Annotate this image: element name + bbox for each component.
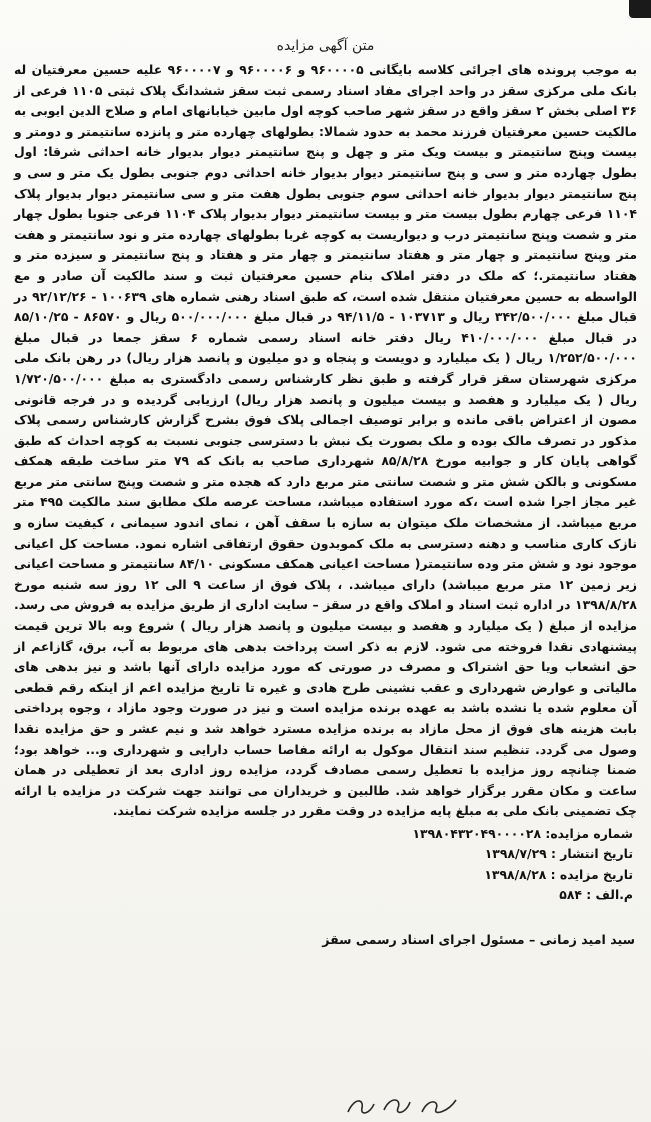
notice-body [14, 60, 637, 822]
auction-date: تاریخ مزایده : ۱۳۹۸/۸/۲۸ [484, 866, 633, 882]
notice-title: متن آگهی مزایده [276, 38, 375, 54]
publish-date: تاریخ انتشار : ۱۳۹۸/۷/۲۹ [484, 846, 633, 862]
auction-number: شماره مزایده: ۱۳۹۸۰۴۳۲۰۴۹۰۰۰۰۲۸ [412, 825, 633, 841]
corner-mark [629, 0, 651, 18]
reference-code: م.الف : ۵۸۴ [559, 887, 633, 903]
handwritten-signature [340, 1090, 480, 1118]
notice-meta [14, 824, 637, 906]
signatory: سید امید زمانی – مسئول اجرای اسناد رسمی سقز [322, 931, 635, 947]
notice-paragraph: به موجب پرونده های اجرائی کلاسه بایگانی ۹۶۰۰۰۰۵ و ۹۶۰۰۰۰۶ و ۹۶۰۰۰۰۷ علیه حسین معرفتیان له بانک ملی مرکزی سقز در واحد اجرای مفاد اسناد رسمی ثبت سقز ششدانگ پلاک ثبتی ۱۱۰۵ فرعی از ۳۶ اصلی بخش ۲ سقز واقع در سقز شهر صاحب کوچه اول مابین خیابانهای امام و صلاح الدین ایوبی به مالکیت حسین معرفتیان فرزند محمد به حدود شمالا: بطولهای چهارده متر و پانزده سانتیمتر و دومتر و بیست وپنج سانتیمتر و بیست ویک متر و چهل و پنج سانتیمتر دیوار بدیوار خانه احداثی شرقا: اول بطول چهارده متر و سی و پنج سانتیمتر دیوار بدیوار خانه احداثی دوم جنوبی بطول یک متر و سی و پنج سانتیمتر دیوار بدیوار خانه احداثی سوم جنوبی بطول هفت متر و سی سانتیمتر دیوار بدیوار پلاک ۱۱۰۴ فرعی چهارم بطول بیست متر و بیست سانتیمتر دیوار بدیوار پلاک ۱۱۰۴ فرعی جنوبا بطول چهار متر و شصت وپنج سانتیمتر درب و دیواریست به کوچه غربا بطولهای چهارده متر و نود سانتیمتر و هفت متر وپنج سانتیمتر و چهار متر و هفتاد سانتیمتر و چهار متر و هفتاد و پنج سانتیمتر و سیزده متر و هفتاد سانتیمتر.؛ که ملک در دفتر املاک بنام حسین معرفتیان ثبت و سند مالکیت آن صادر و مع الواسطه به حسین معرفتیان منتقل شده است، که طبق اسناد رهنی شماره های ۱۰۰۶۳۹ - ۹۲/۱۲/۲۶ در قبال مبلغ ۳۴۲/۵۰۰/۰۰۰ ریال و ۱۰۳۷۱۳ - ۹۴/۱۱/۵ در قبال مبلغ ۵۰۰/۰۰۰/۰۰۰ ریال و ۸۶۵۷۰ - ۸۵/۱۰/۲۵ در قبال مبلغ ۴۱۰/۰۰۰/۰۰۰ ریال دفتر خانه اسناد رسمی شماره ۶ سقز جمعا در قبال مبلغ ۱/۲۵۲/۵۰۰/۰۰۰ ریال ( یک میلیارد و دویست و پنجاه و دو میلیون و پانصد هزار ریال) در رهن بانک ملی مرکزی شهرستان سقز قرار گرفته و طبق نظر کارشناس رسمی دادگستری به مبلغ ۱/۷۲۰/۵۰۰/۰۰۰ ریال ( یک میلیارد و هفصد و بیست میلیون و پانصد هزار ریال) ارزیابی گردیده و در فرجه قانونی مصون از اعتراض باقی مانده و برابر توصیف اجمالی پلاک فوق بشرح گزارش کارشناس رسمی پلاک مذکور در تصرف مالک بوده و ملک بصورت یک نبش با دسترسی جنوبی نسبت به کوچه احداث که طبق گواهی پایان کار و جوابیه مورخ ۸۵/۸/۲۸ شهرداری صاحب به بانک که ۷۹ متر ساخت طبقه همکف مسکونی و بالکن شش متر و شصت سانتی متر مربع دارد که هجده متر و شصت وپنج سانتی متر مربع غیر مجاز اجرا شده است ،که مورد استفاده میباشد، مساحت عرصه ملک مطابق سند مالکیت ۴۹۵ متر مربع میباشد. از مشخصات ملک میتوان به سازه با سقف آهن ، نمای اندود سیمانی ، کیفیت سازه و نازک کاری مناسب و دهنه دسترسی به ملک کموبدون حقوق ارتفاقی اشاره نمود. مساحت کل اعیانی موجود نود و شش متر وده سانتیمتر( مساحت اعیانی همکف مسکونی ۸۴/۱۰ سانتیمتر و مساحت اعیانی زیر زمین ۱۲ متر مربع میباشد) دارای میباشد. ، پلاک فوق از ساعت ۹ الی ۱۲ روز سه شنبه مورخ ۱۳۹۸/۸/۲۸ در اداره ثبت اسناد و املاک واقع در سقز – سایت اداری از طریق مزایده به فروش می رسد. مزایده از مبلغ ( یک میلیارد و هفصد و بیست میلیون و پانصد هزار ریال ) شروع وبه بالا ترین قیمت پیشنهادی نقدا فروخته می شود. لازم به ذکر است پرداخت بدهی های مربوط به آب، برق، گازاعم از حق انشعاب ویا حق اشتراک و مصرف در صورتی که مورد مزایده دارای آنها باشد و نیز بدهی های مالیاتی و عوارض شهرداری و عقب نشینی طرح هادی و غیره تا تاریخ مزایده اعم از اینکه رقم قطعی آن معلوم شده یا نشده باشد به عهده برنده مزایده است و نیز در صورت وجود مازاد ، وجوه پرداختی بابت هزینه های فوق از محل مازاد به برنده مزایده مسترد خواهد شد و نیم عشر و حق مزایده نقدا وصول می گردد. تنظیم سند انتقال موکول به ارائه مفاصا حساب دارایی و شهرداری و... خواهد بود؛ ضمنا چنانچه روز مزایده با تعطیل رسمی مصادف گردد، مزایده روز اداری بعد از تعطیلی در همان ساعت و مکان مقرر برگزار خواهد شد. طالبین و خریداران می توانند جهت شرکت در مزایده با ارائه چک تضمینی بانک ملی به مبلغ پایه مزایده در وقت مقرر در جلسه مزایده شرکت نمایند. [14, 62, 637, 819]
